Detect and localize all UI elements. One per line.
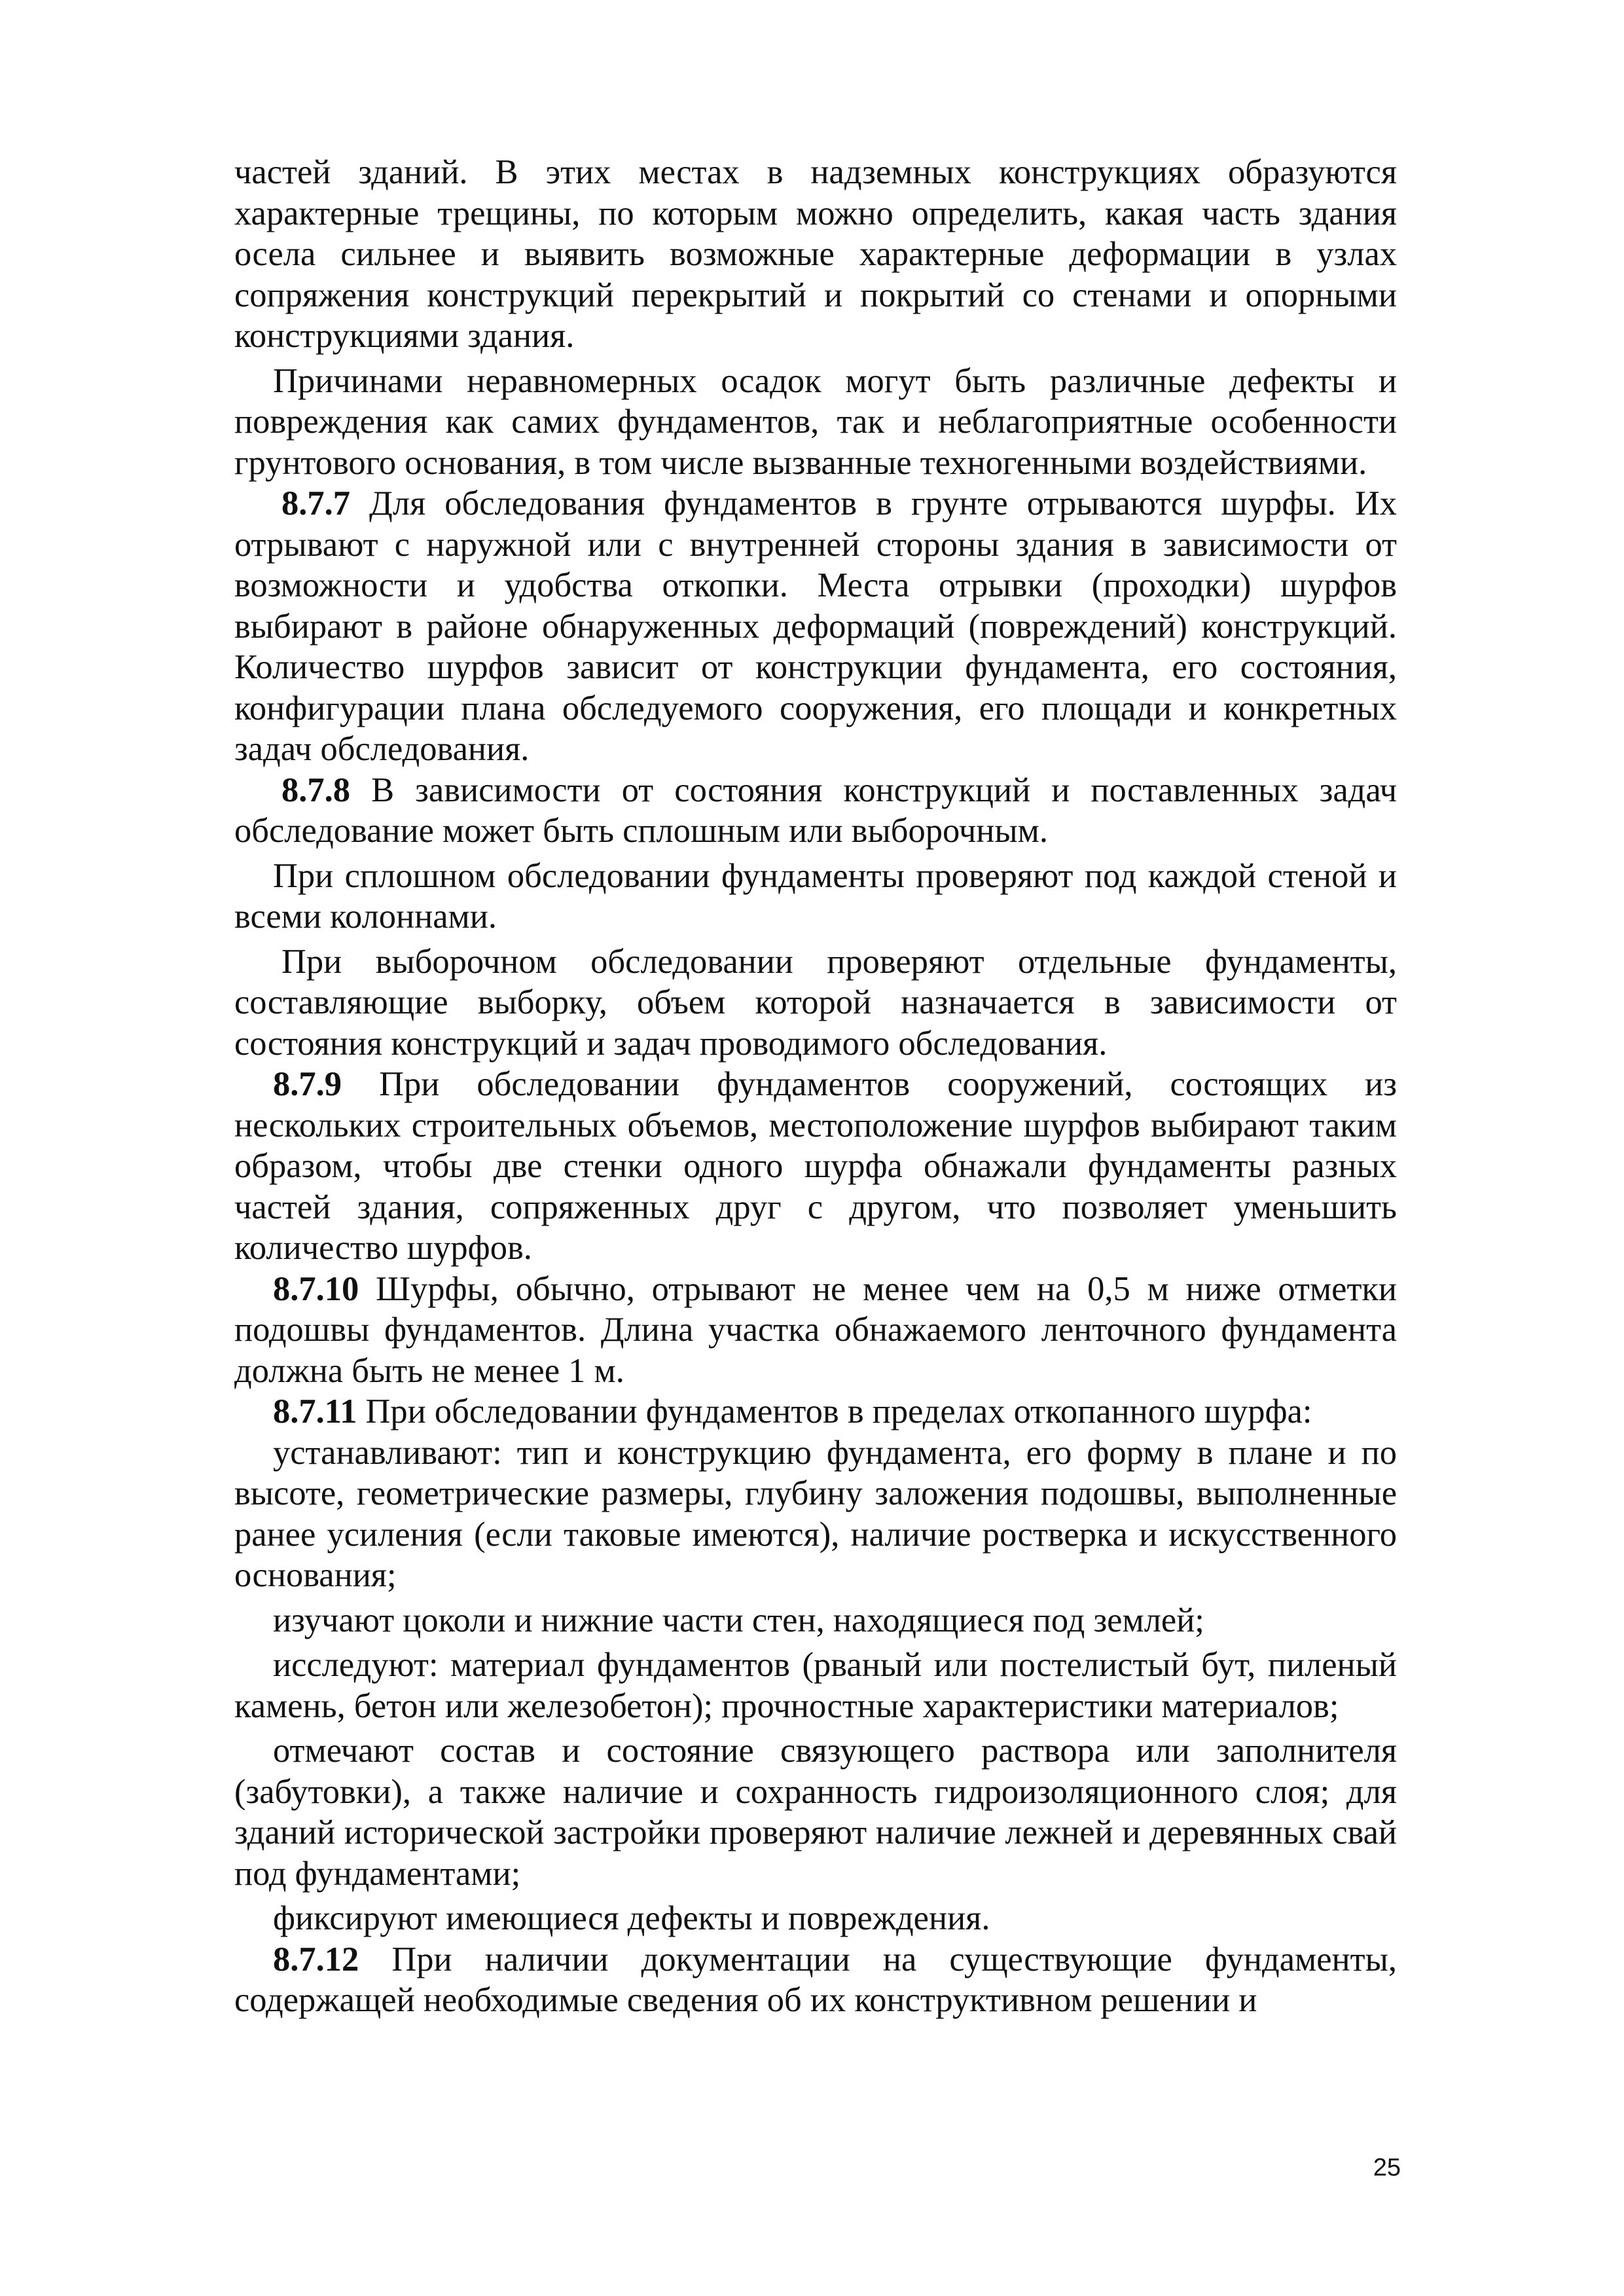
clause-number: 8.7.12 [273, 1940, 359, 1978]
clause-text: В зависимости от состояния конструкций и поставленных задач обследование может быть сплошным или выборочным. [234, 771, 1397, 850]
paragraph-text: частей зданий. В этих местах в надземных конструкциях образуются характерные трещины, по которым можно определить, какая часть здания осела сильнее и выявить возможные характерные деформации в узлах сопряжения конструкций перекрытий и покрытий со стенами и опорными конструкциями здания. [234, 153, 1397, 355]
page-number: 25 [1373, 2154, 1401, 2181]
list-item-text: исследуют: материал фундаментов (рваный или постелистый бут, пиленый камень, бетон или железобетон); прочностные характеристики материалов; [234, 1646, 1397, 1725]
clause-text: При обследовании фундаментов в пределах откопанного шурфа: [357, 1393, 1312, 1430]
paragraph-text: Причинами неравномерных осадок могут быть различные дефекты и повреждения как самих фундаментов, так и неблагоприятные особенности грунтового основания, в том числе вызванные техногенными воздействиями. [234, 361, 1397, 482]
clause-number: 8.7.7 [281, 484, 350, 522]
list-item [234, 1730, 1397, 1894]
list-item-text: устанавливают: тип и конструкцию фундамента, его форму в плане и по высоте, геометрические размеры, глубину заложения подошвы, выполненные ранее усиления (если таковые имеются), наличие ростверка и искусственного основания; [234, 1433, 1397, 1594]
clause-number: 8.7.9 [273, 1065, 342, 1103]
list-item-text: изучают цоколи и нижние части стен, находящиеся под землей; [273, 1601, 1204, 1639]
paragraph [234, 856, 1397, 938]
paragraph [234, 361, 1397, 484]
clause-text: При обследовании фундаментов сооружений, состоящих из нескольких строительных объемов, местоположение шурфов выбирают таким образом, чтобы две стенки одного шурфа обнажали фундаменты разных частей здания, сопряженных друг с другом, что позволяет уменьшить количество шурфов. [234, 1065, 1397, 1267]
list-item [234, 1600, 1397, 1641]
list-item [234, 1432, 1397, 1596]
paragraph-text: При сплошном обследовании фундаменты проверяют под каждой стеной и всеми колоннами. [234, 856, 1397, 936]
clause-8-7-9 [234, 1064, 1397, 1269]
paragraph-continuation [234, 152, 1397, 357]
clause-8-7-12 [234, 1939, 1397, 2021]
clause-number: 8.7.8 [281, 771, 350, 809]
body-text [234, 152, 1397, 2021]
list-item [234, 1898, 1397, 1939]
clause-number: 8.7.10 [273, 1269, 359, 1308]
list-item-text: отмечают состав и состояние связующего раствора или заполнителя (забутовки), а также наличие и сохранность гидроизоляционного слоя; для зданий исторической застройки проверяют наличие лежней и деревянных свай под фундаментами; [234, 1732, 1397, 1893]
paragraph-text: При выборочном обследовании проверяют отдельные фундаменты, составляющие выборку, объем которой назначается в зависимости от состояния конструкций и задач проводимого обследования. [234, 942, 1397, 1063]
clause-text: Шурфы, обычно, отрывают не менее чем на 0,5 м ниже отметки подошвы фундаментов. Длина участка обнажаемого ленточного фундамента должна быть не менее 1 м. [234, 1269, 1397, 1390]
clause-text: При наличии документации на существующие фундаменты, содержащей необходимые сведения об их конструктивном решении и [234, 1940, 1397, 2019]
clause-8-7-10 [234, 1269, 1397, 1392]
list-item [234, 1645, 1397, 1726]
clause-8-7-8 [234, 770, 1397, 852]
paragraph [234, 941, 1397, 1065]
clause-text: Для обследования фундаментов в грунте отрываются шурфы. Их отрывают с наружной или с внутренней стороны здания в зависимости от возможности и удобства откопки. Места отрывки (проходки) шурфов выбирают в районе обнаруженных деформаций (повреждений) конструкций. Количество шурфов зависит от конструкции фундамента, его состояния, конфигурации плана обследуемого сооружения, его площади и конкретных задач обследования. [234, 484, 1397, 768]
clause-number: 8.7.11 [273, 1393, 357, 1430]
clause-8-7-11 [234, 1391, 1397, 1432]
clause-8-7-7 [234, 483, 1397, 770]
list-item-text: фиксируют имеющиеся дефекты и повреждения. [273, 1899, 990, 1937]
